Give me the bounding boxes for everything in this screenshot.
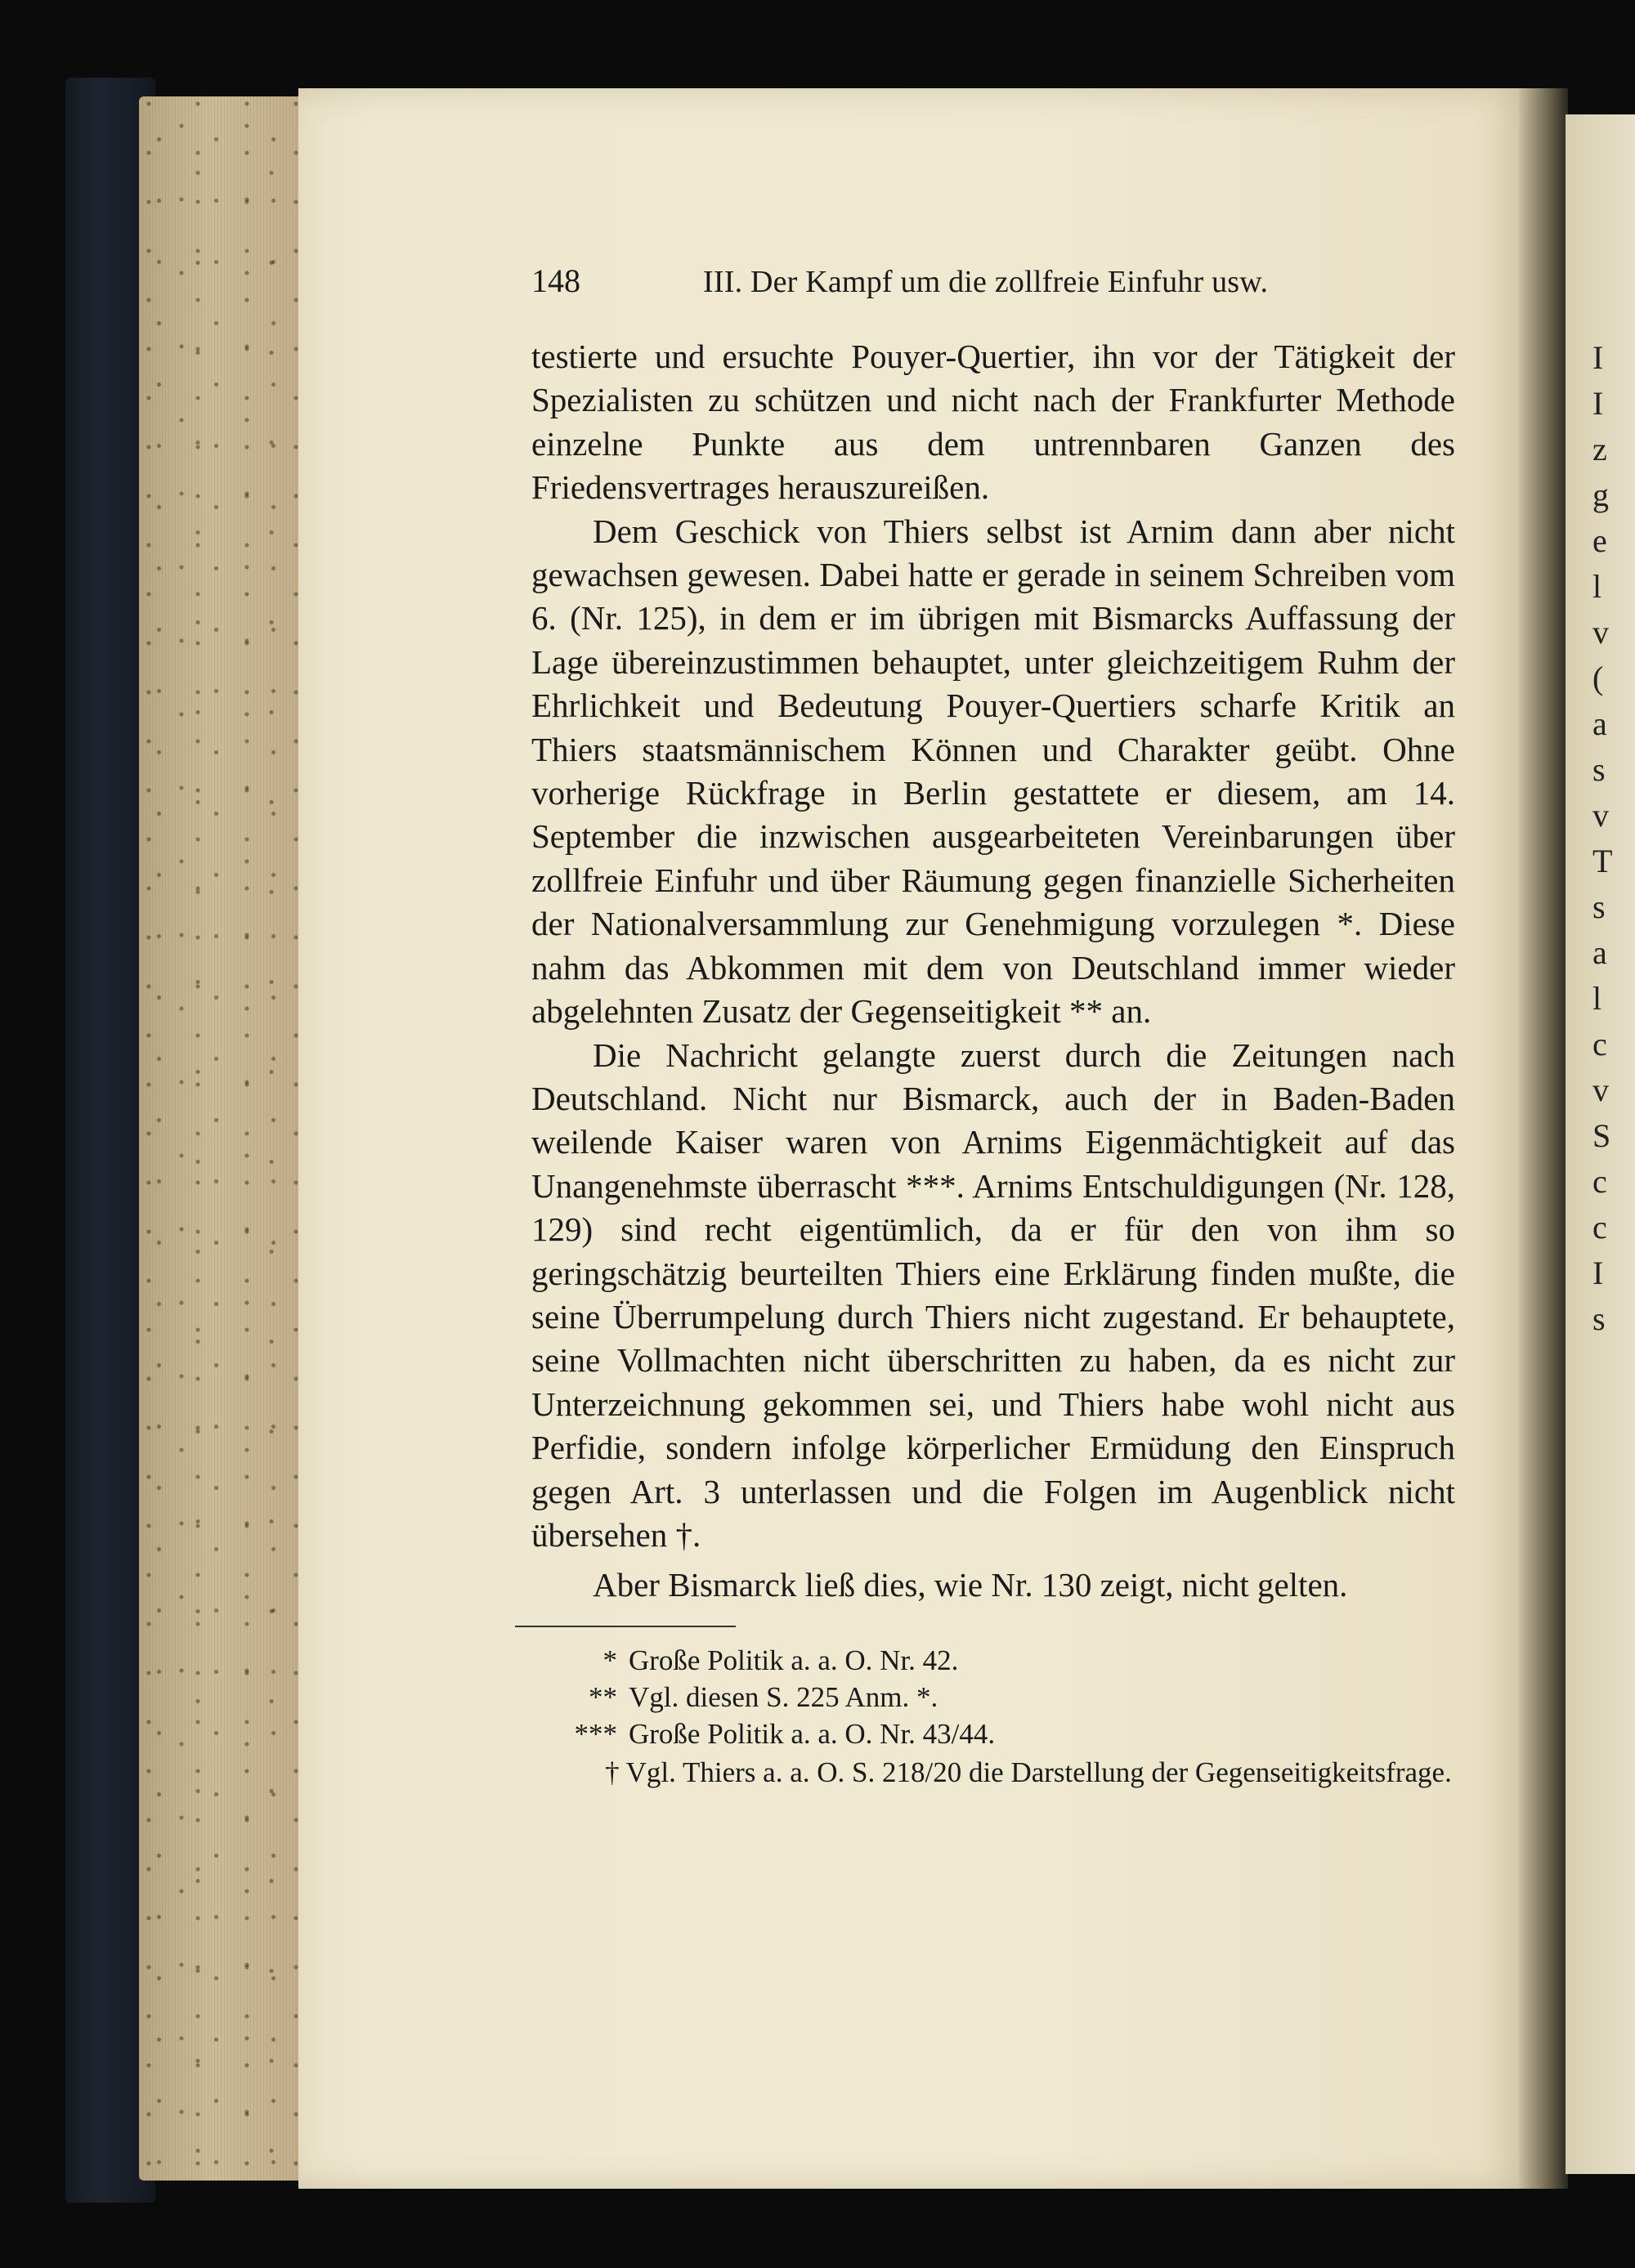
next-page-fragment: a: [1592, 705, 1607, 742]
next-page-fragment: v: [1592, 797, 1609, 834]
book-gutter: [1519, 88, 1568, 2189]
next-page-fragment: z: [1592, 431, 1607, 467]
next-page-fragment: e: [1592, 522, 1607, 559]
paragraph: testierte und ersuchte Pouyer-Quertier, ihn vor der Tätigkeit der Spezialisten zu schützen und nicht nach der Frankfurter Methode einzelne Punkte aus dem untrennbaren Ganzen des Friedensvertrages herauszureißen.: [531, 338, 1455, 507]
paragraph: Aber Bismarck ließ dies, wie Nr. 130 zeigt, nicht gelten.: [593, 1566, 1348, 1604]
next-page-fragment: s: [1592, 751, 1606, 788]
next-page-fragment: s: [1592, 888, 1606, 925]
next-page-fragment: v: [1592, 614, 1609, 651]
footnote: [515, 1642, 1455, 1679]
paragraph: Dem Geschick von Thiers selbst ist Arnim dann aber nicht gewachsen gewesen. Dabei hatte er gerade in seinem Schreiben vom 6. (Nr. 125), in dem er im übrigen mit Bismarcks Auffassung der Lage übereinzustimmen behauptet, unter gleichzeitigem Ruhm der Ehrlichkeit und Bedeutung Pouyer-Quertiers scharfe Kritik an Thiers staatsmännischem Können und Charakter geübt. Ohne vorherige Rückfrage in Berlin gestattete er diesem, am 14. September die inzwischen ausgearbeiteten Vereinbarungen über zollfreie Einfuhr und über Räumung gegen finanzielle Sicherheiten der Nationalversammlung zur Genehmigung vorzulegen *. Diese nahm das Abkommen mit dem von Deutschland immer wieder abgelehnten Zusatz der Gegenseitigkeit ** an.: [531, 512, 1455, 1031]
footnote: [515, 1716, 1455, 1752]
next-page-fragment: v: [1592, 1071, 1609, 1108]
page-edges: [139, 96, 302, 2181]
next-page-fragment: (: [1592, 660, 1604, 696]
page-number: 148: [531, 262, 580, 299]
footnote-mark: **: [589, 1680, 617, 1713]
next-page-fragment: I: [1592, 385, 1604, 422]
footnote-mark: †: [605, 1756, 620, 1788]
next-page-fragment: c: [1592, 1209, 1607, 1246]
footnote-mark: ***: [574, 1717, 617, 1750]
next-page-fragment: a: [1592, 934, 1607, 971]
next-page-text: [1592, 335, 1635, 1342]
footnote: [515, 1754, 1455, 1791]
next-page-fragment: g: [1592, 476, 1609, 513]
next-page-fragment: I: [1592, 339, 1604, 376]
next-page-fragment: l: [1592, 980, 1602, 1017]
next-page-fragment: s: [1592, 1300, 1606, 1337]
next-page-fragment: c: [1592, 1163, 1607, 1200]
page-header: [531, 262, 1455, 311]
next-page-fragment: I: [1592, 1255, 1604, 1291]
footnote-divider: [515, 1626, 736, 1627]
body-text: [531, 335, 1455, 1608]
footnotes: [515, 1642, 1455, 1791]
next-page-fragment: S: [1592, 1117, 1611, 1154]
footnote-text: Vgl. Thiers a. a. O. S. 218/20 die Darstellung der Gegenseitigkeitsfrage.: [625, 1756, 1452, 1788]
footnote-mark: *: [602, 1644, 617, 1676]
footnote-text: Große Politik a. a. O. Nr. 43/44.: [629, 1717, 996, 1750]
running-head: III. Der Kampf um die zollfreie Einfuhr usw.: [703, 265, 1269, 299]
footnote-text: Vgl. diesen S. 225 Anm. *.: [629, 1680, 938, 1713]
footnote-text: Große Politik a. a. O. Nr. 42.: [629, 1644, 959, 1676]
next-page-fragment: T: [1592, 843, 1613, 879]
footnote: [515, 1679, 1455, 1716]
paragraph: Die Nachricht gelangte zuerst durch die Zeitungen nach Deutschland. Nicht nur Bismarck, auch der in Baden-Baden weilende Kaiser waren von Arnims Eigenmächtigkeit auf das Unangenehmste überrascht ***. Arnims Entschuldigungen (Nr. 128, 129) sind recht eigentümlich, da er für den von ihm so geringschätzig beurteilten Thiers eine Erklärung finden mußte, die seine Überrumpelung durch Thiers nicht zugestand. Er behauptete, seine Vollmachten nicht überschritten zu haben, da es nicht zur Unterzeichnung gekommen sei, und Thiers habe wohl nicht aus Perfidie, sondern infolge körperlicher Ermüdung den Einspruch gegen Art. 3 unterlassen und die Folgen im Augenblick nicht übersehen †.: [531, 1036, 1455, 1554]
page-content: [531, 262, 1455, 1791]
next-page-fragment: l: [1592, 568, 1602, 605]
next-page-fragment: c: [1592, 1026, 1607, 1062]
